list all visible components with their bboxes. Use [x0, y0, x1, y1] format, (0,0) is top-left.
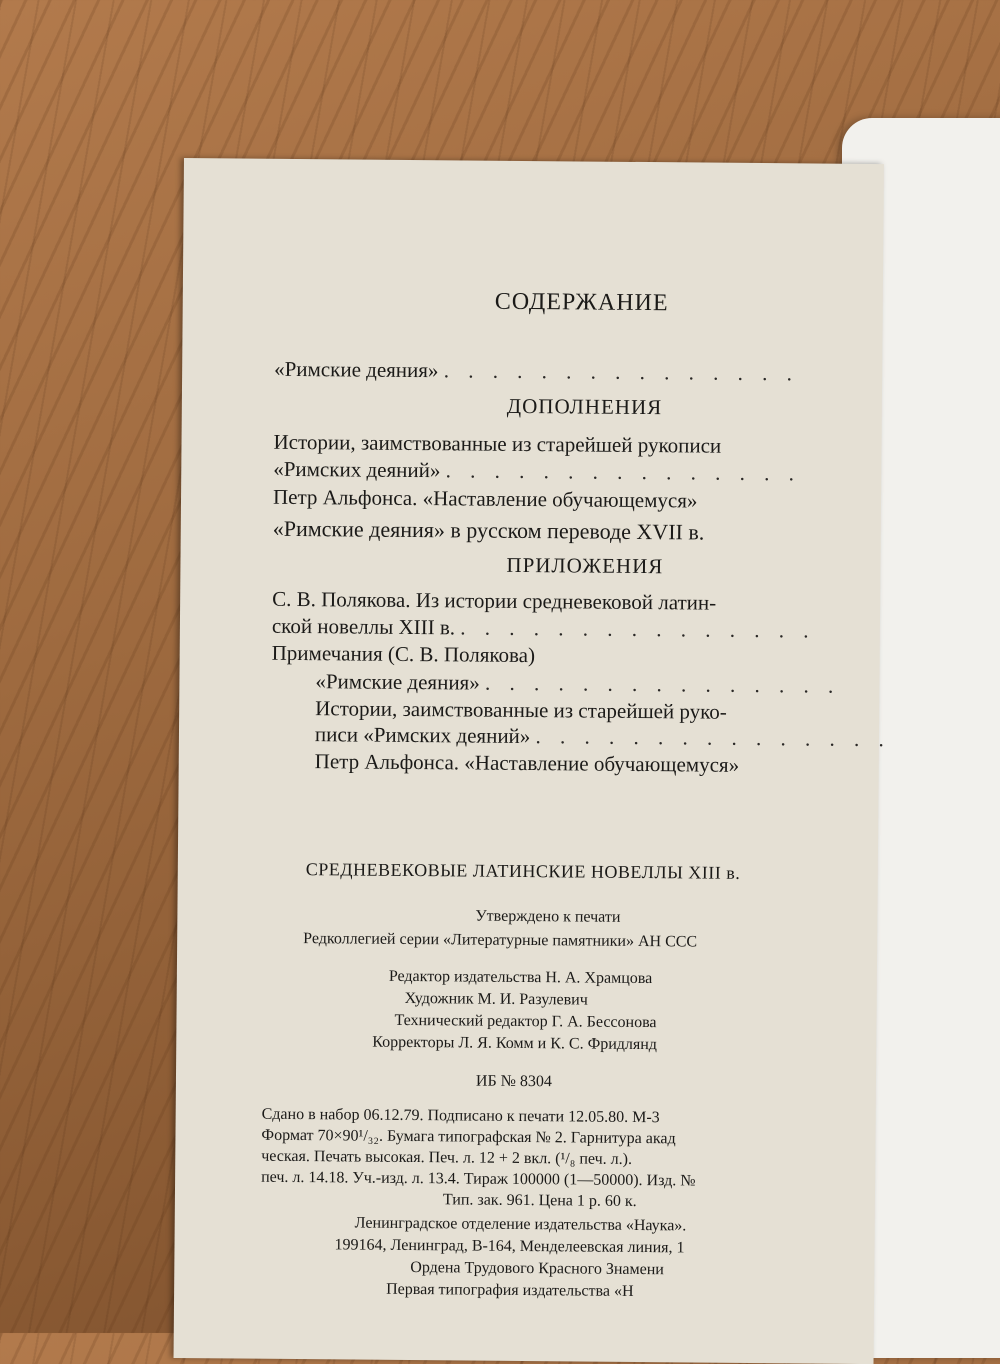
toc-entry-label: «Римских деяний» [273, 456, 441, 483]
toc-heading-appendices: ПРИЛОЖЕНИЯ [506, 552, 664, 579]
colophon-publisher-2: 199164, Ленинград, В-164, Менделеевская линия, 1 [334, 1236, 685, 1257]
colophon-book-title: СРЕДНЕВЕКОВЫЕ ЛАТИНСКИЕ НОВЕЛЛЫ XIII в. [305, 859, 741, 883]
toc-subentry-roman-deeds [315, 669, 840, 699]
toc-entry-histories-line2 [273, 457, 801, 487]
toc-entry-histories-line1: Истории, заимствованные из старейшей рукописи [273, 429, 722, 458]
toc-subentry-histories-line2 [315, 722, 891, 752]
toc-leader-dots: . . . . . . . . . . . . . . . [460, 615, 816, 643]
toc-leader-dots: . . . . . . . . . . . . . . . [484, 670, 841, 698]
colophon-artist: Художник М. И. Разулевич [404, 989, 588, 1009]
colophon-details-4: печ. л. 14.18. Уч.-изд. л. 13.4. Тираж 100000 (1—50000). Изд. № [261, 1168, 696, 1190]
toc-subentry-petrus-alfonsi: Петр Альфонса. «Наставление обучающемуся» [314, 749, 740, 777]
colophon-ib-number: ИБ № 8304 [475, 1072, 553, 1091]
toc-entry-label: «Римские деяния» [274, 356, 439, 383]
toc-entry-russian-translation: «Римские деяния» в русском переводе XVII в. [272, 515, 705, 545]
toc-entry-label: писи «Римских деяний» [314, 722, 531, 749]
toc-entry-label: «Римские деяния» [315, 669, 480, 695]
colophon-details-2: Формат 70×90¹/₃₂. Бумага типографская № 2. Гарнитура акад [261, 1126, 676, 1148]
toc-subentry-histories-line1: Истории, заимствованные из старейшей руко- [315, 696, 727, 724]
colophon-printer-1: Ордена Трудового Красного Знамени [410, 1259, 664, 1279]
toc-leader-dots: . . . . . . . . . . . . . . . [443, 358, 800, 386]
toc-entry-polyakova-line1: С. В. Полякова. Из истории средневековой латин- [272, 586, 717, 615]
toc-entry-notes: Примечания (С. В. Полякова) [271, 640, 536, 668]
toc-heading-supplements: ДОПОЛНЕНИЯ [506, 393, 663, 420]
toc-entry-petrus-alfonsi: Петр Альфонса. «Наставление обучающемуся» [272, 484, 698, 513]
toc-title: СОДЕРЖАНИЕ [494, 288, 669, 317]
colophon-details-1: Сдано в набор 06.12.79. Подписано к печати 12.05.80. М-3 [261, 1105, 660, 1127]
colophon-details-3: ческая. Печать высокая. Печ. л. 12 + 2 вкл. (¹/₈ печ. л.). [261, 1147, 633, 1168]
colophon-tech-editor: Технический редактор Г. А. Бессонова [394, 1011, 657, 1032]
toc-leader-dots: . . . . . . . . . . . . . . . [445, 458, 801, 486]
colophon-approved: Утверждено к печати [475, 907, 621, 926]
colophon-proofreaders: Корректоры Л. Я. Комм и К. С. Фридлянд [372, 1033, 658, 1054]
colophon-editor: Редактор издательства Н. А. Храмцова [388, 967, 653, 988]
toc-entry-roman-deeds [274, 357, 799, 387]
toc-entry-label: ской новеллы XIII в. [271, 613, 456, 640]
colophon-approved-by: Редколлегией серии «Литературные памятники» АН ССС [303, 930, 698, 951]
toc-leader-dots: . . . . . . . . . . . . . . . [535, 724, 891, 752]
colophon-details-5: Тип. зак. 961. Цена 1 р. 60 к. [442, 1191, 637, 1210]
colophon-printer-2: Первая типография издательства «Н [386, 1280, 634, 1300]
toc-entry-polyakova-line2 [272, 614, 816, 644]
colophon-publisher-1: Ленинградское отделение издательства «Наука». [354, 1214, 687, 1235]
book-page [174, 158, 891, 1364]
